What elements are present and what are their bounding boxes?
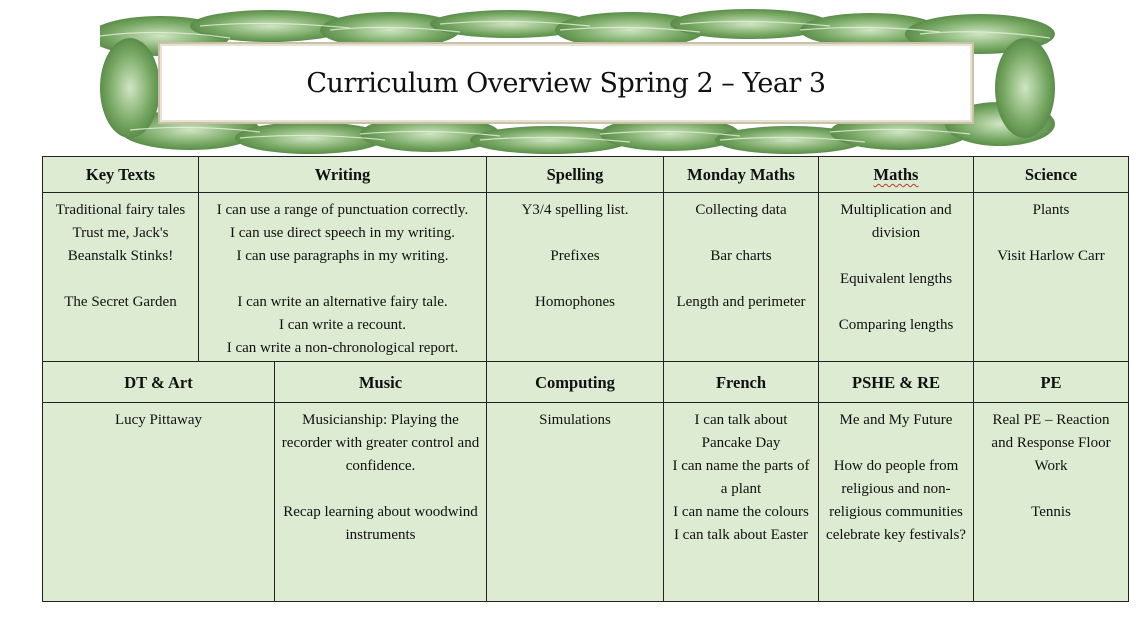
text-line: religious communities (829, 504, 963, 520)
header-maths (818, 156, 974, 193)
header-french: French (663, 361, 819, 403)
header-music: Music (274, 361, 487, 403)
text-line: recorder with greater control and (281, 435, 480, 451)
text-line: Work (1034, 458, 1068, 474)
text-line: Traditional fairy tales (55, 202, 186, 218)
text-line: confidence. (345, 458, 416, 474)
cell-monday-maths (663, 192, 819, 362)
cell-computing (486, 402, 664, 602)
text-line: Length and perimeter (676, 294, 806, 310)
text-line: religious and non- (841, 481, 951, 497)
header-writing: Writing (198, 156, 487, 193)
header-computing: Computing (486, 361, 664, 403)
title-box (158, 42, 974, 124)
text-line: I can talk about Easter (673, 527, 809, 543)
text-line: I can use paragraphs in my writing. (236, 248, 449, 264)
cell-dt-art (42, 402, 275, 602)
text-line: Recap learning about woodwind (283, 504, 478, 520)
text-line: Lucy Pittaway (114, 412, 203, 428)
text-line: I can use a range of punctuation correctly. (216, 202, 469, 218)
text-line: Musicianship: Playing the (302, 412, 459, 428)
text-line: Real PE – Reaction (992, 412, 1110, 428)
text-line: How do people from (833, 458, 959, 474)
cell-pshe-re (818, 402, 974, 602)
text-line: I can write a recount. (278, 317, 407, 333)
text-line: I can use direct speech in my writing. (230, 225, 455, 241)
header-pshe-re: PSHE & RE (818, 361, 974, 403)
text-line: I can write a non-chronological report. (226, 340, 459, 356)
cell-spelling (486, 192, 664, 362)
text-line: Prefixes (550, 248, 600, 264)
text-line: Equivalent lengths (839, 271, 953, 287)
text-line: Simulations (539, 412, 611, 428)
header-maths-label: Maths (873, 165, 919, 184)
text-line: Homophones (535, 294, 615, 310)
header-science: Science (973, 156, 1129, 193)
text-line: I can write an alternative fairy tale. (237, 294, 448, 310)
cell-maths (818, 192, 974, 362)
text-line: Me and My Future (839, 412, 953, 428)
cell-science (973, 192, 1129, 362)
cell-music (274, 402, 487, 602)
header-pe: PE (973, 361, 1129, 403)
text-line: instruments (345, 527, 416, 543)
cell-writing (198, 192, 487, 362)
text-line: Y3/4 spelling list. (521, 202, 629, 218)
text-line: and Response Floor (991, 435, 1111, 451)
header-spelling: Spelling (486, 156, 664, 193)
text-line: I can name the parts of (672, 458, 810, 474)
header-monday-label: Monday Maths (687, 165, 795, 184)
text-line: celebrate key festivals? (826, 527, 966, 543)
text-line: Tennis (1031, 504, 1071, 520)
text-line: Visit Harlow Carr (997, 248, 1105, 264)
text-line: Plants (1032, 202, 1070, 218)
text-line: Multiplication and (840, 202, 952, 218)
text-line: I can name the colours (673, 504, 809, 520)
text-line: Comparing lengths (838, 317, 954, 333)
text-line: Bar charts (710, 248, 772, 264)
title-banner (100, 8, 1055, 156)
text-line: Collecting data (695, 202, 787, 218)
curriculum-table (42, 156, 1129, 602)
page-title: Curriculum Overview Spring 2 – Year 3 (306, 67, 826, 99)
text-line: a plant (720, 481, 762, 497)
text-line: Beanstalk Stinks! (67, 248, 174, 264)
text-line: The Secret Garden (64, 294, 177, 310)
text-line: division (871, 225, 921, 241)
cell-pe (973, 402, 1129, 602)
text-line: Pancake Day (701, 435, 781, 451)
header-dt-art: DT & Art (42, 361, 275, 403)
text-line: Trust me, Jack's (72, 225, 169, 241)
cell-key-texts (42, 192, 199, 362)
header-key-texts: Key Texts (42, 156, 199, 193)
header-monday-maths (663, 156, 819, 193)
text-line: I can talk about (694, 412, 788, 428)
cell-french (663, 402, 819, 602)
